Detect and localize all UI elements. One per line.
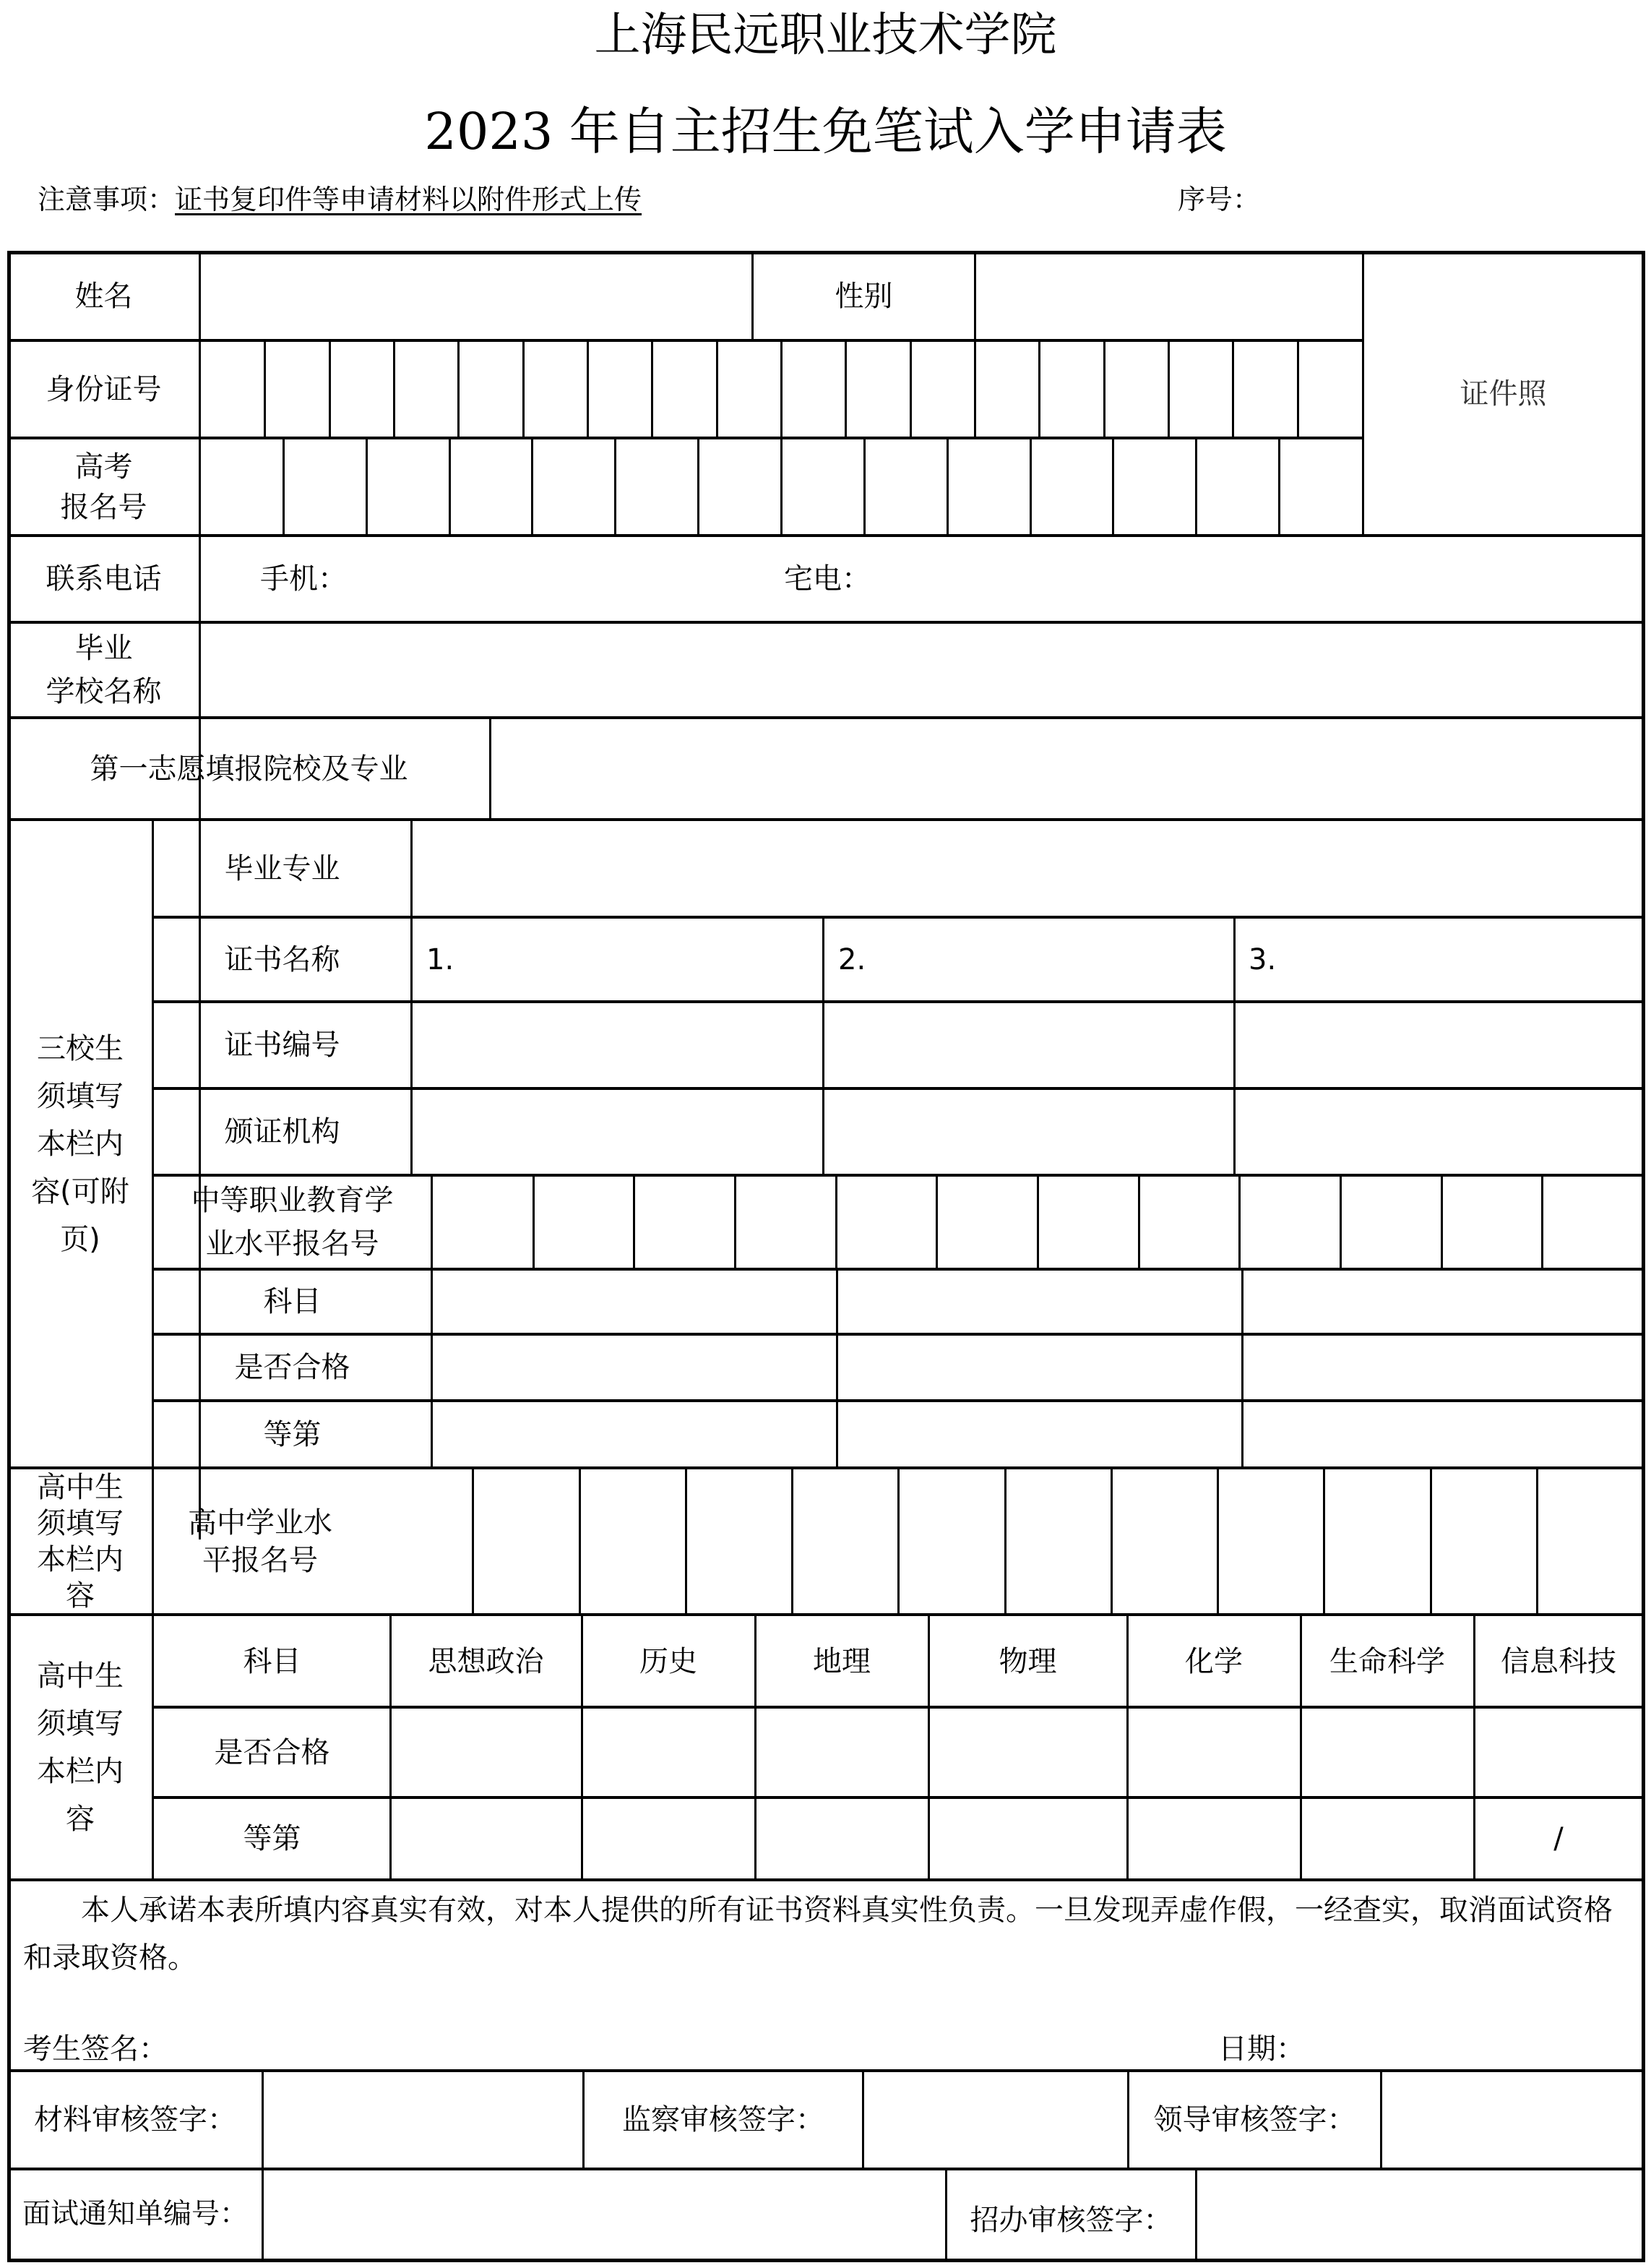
voc-subject-3[interactable] xyxy=(1243,1270,1642,1333)
voc-reg-digit-box[interactable] xyxy=(735,1176,836,1268)
hs-pass-field[interactable] xyxy=(928,1707,1127,1797)
divider xyxy=(1168,341,1170,437)
voc-reg-digit-box[interactable] xyxy=(836,1176,937,1268)
voc-reg-digit-box[interactable] xyxy=(1139,1176,1240,1268)
divider xyxy=(1138,1176,1140,1268)
cert-no-1[interactable] xyxy=(413,1002,821,1088)
id-digit-box[interactable] xyxy=(200,341,264,437)
divider xyxy=(1340,1176,1342,1268)
school-name: 上海民远职业技术学院 xyxy=(594,9,1057,62)
id-label: 身份证号 xyxy=(46,372,162,406)
notice-text: 证书复印件等申请材料以附件形式上传 xyxy=(175,184,642,215)
divider xyxy=(472,1469,474,1614)
cert-name-1[interactable]: 1. xyxy=(426,942,454,976)
exam-reg-digit-box[interactable] xyxy=(283,439,366,535)
divider xyxy=(1297,341,1299,437)
divider xyxy=(936,1176,938,1268)
id-digit-box[interactable] xyxy=(1233,341,1297,437)
voc-pass-3[interactable] xyxy=(1243,1335,1642,1400)
divider xyxy=(531,439,533,535)
voc-reg-digit-box[interactable] xyxy=(432,1176,533,1268)
school-label-line1: 毕业 xyxy=(74,632,133,665)
divider xyxy=(910,341,912,437)
divider xyxy=(947,439,949,535)
divider xyxy=(1037,1176,1039,1268)
hs-grade-field[interactable] xyxy=(1127,1797,1301,1879)
notice-label: 注意事项： xyxy=(38,184,176,215)
divider xyxy=(791,1469,793,1614)
hs-reg-digit-box[interactable] xyxy=(898,1469,1004,1614)
admissions-review-label: 招办审核签字： xyxy=(970,2204,1173,2237)
hs-reg-digit-box[interactable] xyxy=(792,1469,898,1614)
pledge-text: 本人承诺本表所填内容真实有效，对本人提供的所有证书资料真实性负责。一旦发现弄虚作假，一经查实，取消面试资格和录取资格。 xyxy=(23,1894,1613,1975)
voc-subject-label: 科目 xyxy=(263,1285,322,1318)
hs-pass-field[interactable] xyxy=(1474,1707,1643,1797)
leader-review-field[interactable] xyxy=(1382,2071,1642,2168)
divider xyxy=(1323,1469,1325,1614)
signature-label: 考生签名： xyxy=(23,2032,168,2066)
hs-pass-field[interactable] xyxy=(755,1707,928,1797)
hs-subject-name: 化学 xyxy=(1185,1644,1243,1678)
id-digit-box[interactable] xyxy=(845,341,910,437)
notice xyxy=(38,179,642,220)
hs-reg-digit-box[interactable] xyxy=(686,1469,792,1614)
exam-reg-digit-box[interactable] xyxy=(449,439,533,535)
hs-subject-name: 地理 xyxy=(813,1644,871,1678)
section-label-line: 高中生 xyxy=(37,1659,124,1693)
hs-grade-field[interactable] xyxy=(390,1797,582,1879)
hs-subject-name: 信息科技 xyxy=(1501,1644,1616,1678)
date-label: 日期： xyxy=(1218,2032,1305,2066)
section-label-line: 容(可附 xyxy=(31,1174,129,1208)
id-digit-box[interactable] xyxy=(1104,341,1168,437)
phone-label: 联系电话 xyxy=(46,562,162,596)
exam-reg-digit-box[interactable] xyxy=(781,439,864,535)
cert-no-2[interactable] xyxy=(824,1002,1233,1088)
divider xyxy=(734,1176,736,1268)
exam-reg-digit-box[interactable] xyxy=(1279,439,1362,535)
divider xyxy=(1217,1469,1219,1614)
hs-subject-name: 思想政治 xyxy=(428,1644,544,1678)
hs-grade-field[interactable] xyxy=(928,1797,1127,1879)
exam-reg-digit-box[interactable] xyxy=(864,439,947,535)
supervision-review-label: 监察审核签字： xyxy=(622,2103,824,2136)
vocational-section-label xyxy=(9,820,152,1467)
hs-pass-field[interactable] xyxy=(390,1707,582,1797)
issuer-2[interactable] xyxy=(824,1089,1233,1174)
id-digit-box[interactable] xyxy=(717,341,781,437)
hs-reg-label-line2: 平报名号 xyxy=(202,1543,318,1577)
id-digit-box[interactable] xyxy=(1039,341,1103,437)
voc-reg-digit-box[interactable] xyxy=(1038,1176,1139,1268)
divider xyxy=(283,439,285,535)
section-label-line: 须填写 xyxy=(37,1079,124,1113)
school-label-line2: 学校名称 xyxy=(46,675,162,708)
voc-pass-label: 是否合格 xyxy=(234,1351,350,1384)
exam-reg-digit-box[interactable] xyxy=(947,439,1030,535)
voc-reg-digit-box[interactable] xyxy=(936,1176,1038,1268)
section-label-line: 容 xyxy=(66,1578,95,1612)
hs-pass-label: 是否合格 xyxy=(214,1735,330,1769)
voc-reg-label-line2: 业水平报名号 xyxy=(205,1227,379,1260)
section-label-line: 三校生 xyxy=(37,1031,124,1065)
signature-field[interactable] xyxy=(173,2024,1185,2067)
exam-reg-label-line2: 报名号 xyxy=(60,490,147,524)
cert-no-3[interactable] xyxy=(1236,1002,1642,1088)
date-field[interactable] xyxy=(1301,2024,1633,2067)
exam-reg-digit-box[interactable] xyxy=(615,439,698,535)
id-digit-box[interactable] xyxy=(652,341,716,437)
divider xyxy=(863,439,866,535)
voc-reg-digit-box[interactable] xyxy=(1239,1176,1340,1268)
divider xyxy=(845,341,847,437)
divider xyxy=(366,439,368,535)
voc-reg-digit-box[interactable] xyxy=(533,1176,634,1268)
issuer-1[interactable] xyxy=(413,1089,821,1174)
id-digit-box[interactable] xyxy=(264,341,329,437)
hs-reg-digit-box[interactable] xyxy=(473,1469,579,1614)
gender-field[interactable] xyxy=(976,253,1362,340)
divider xyxy=(716,341,718,437)
hs-reg-digit-box[interactable] xyxy=(366,1469,473,1614)
exam-reg-digit-box[interactable] xyxy=(1113,439,1196,535)
section-label-line: 容 xyxy=(66,1802,95,1836)
id-digit-box[interactable] xyxy=(781,341,845,437)
divider xyxy=(1232,341,1234,437)
hs-reg-digit-box[interactable] xyxy=(579,1469,686,1614)
voc-reg-digit-box[interactable] xyxy=(1542,1176,1643,1268)
mobile-field[interactable] xyxy=(434,542,723,614)
divider xyxy=(1541,1176,1543,1268)
divider xyxy=(614,439,616,535)
hs-pass-field[interactable] xyxy=(582,1707,755,1797)
school-label xyxy=(9,623,199,717)
home-phone-label: 宅电： xyxy=(784,562,871,596)
hs-reg-digit-box[interactable] xyxy=(1111,1469,1217,1614)
divider xyxy=(579,1469,581,1614)
section-label-line: 高中生 xyxy=(37,1470,124,1504)
divider xyxy=(1195,439,1197,535)
divider xyxy=(780,341,783,437)
divider xyxy=(697,439,699,535)
voc-grade-2[interactable] xyxy=(838,1401,1240,1467)
hs-pass-field[interactable] xyxy=(1301,1707,1474,1797)
supervision-review-field[interactable] xyxy=(864,2071,1127,2168)
id-digit-box[interactable] xyxy=(1298,341,1362,437)
hs-subject-name: 历史 xyxy=(639,1644,697,1678)
first-choice-label: 第一志愿填报院校及专业 xyxy=(90,752,408,786)
exam-reg-digit-box[interactable] xyxy=(532,439,615,535)
cert-name-label: 证书名称 xyxy=(224,942,340,976)
divider xyxy=(587,341,589,437)
interview-no-label: 面试通知单编号： xyxy=(22,2198,248,2230)
hs-reg-digit-box[interactable] xyxy=(1324,1469,1430,1614)
divider xyxy=(522,341,525,437)
divider xyxy=(1112,439,1114,535)
name-field[interactable] xyxy=(201,253,751,340)
divider xyxy=(329,341,331,437)
form-title: 2023 年自主招生免笔试入学申请表 xyxy=(424,102,1227,161)
mobile-label: 手机： xyxy=(260,562,347,596)
school-field[interactable] xyxy=(201,623,1642,717)
issuer-label: 颁证机构 xyxy=(224,1115,340,1148)
id-digit-box[interactable] xyxy=(329,341,394,437)
hs-reg-digit-box[interactable] xyxy=(1217,1469,1324,1614)
serial-number-label: 序号： xyxy=(1178,184,1261,215)
id-digit-box[interactable] xyxy=(1168,341,1233,437)
divider xyxy=(457,341,460,437)
exam-reg-digit-box[interactable] xyxy=(200,439,283,535)
hs-grade-field[interactable] xyxy=(582,1797,755,1879)
section-label-line: 本栏内 xyxy=(37,1754,124,1788)
material-review-label: 材料审核签字： xyxy=(34,2103,236,2136)
exam-reg-label xyxy=(9,439,199,535)
hs-grade-field[interactable] xyxy=(1301,1797,1474,1879)
hs-subject-name: 生命科学 xyxy=(1329,1644,1445,1678)
major-label: 毕业专业 xyxy=(224,851,340,885)
id-digit-box[interactable] xyxy=(587,341,652,437)
divider xyxy=(1441,1176,1443,1268)
voc-reg-digit-box[interactable] xyxy=(1340,1176,1441,1268)
divider xyxy=(533,1176,535,1268)
exam-reg-label-line1: 高考 xyxy=(74,450,133,484)
divider xyxy=(685,1469,687,1614)
divider xyxy=(780,439,783,535)
voc-subject-2[interactable] xyxy=(838,1270,1240,1333)
hs-grade-label: 等第 xyxy=(243,1821,301,1855)
divider xyxy=(835,1176,837,1268)
hs-subject-name: 物理 xyxy=(999,1644,1057,1678)
id-digit-box[interactable] xyxy=(394,341,458,437)
hs-pass-field[interactable] xyxy=(1127,1707,1301,1797)
highschool-reg-label xyxy=(154,1469,366,1614)
hs-reg-label-line1: 高中学业水 xyxy=(188,1505,332,1539)
divider xyxy=(974,341,976,437)
hs-reg-digit-box[interactable] xyxy=(1537,1469,1643,1614)
interview-no-field[interactable] xyxy=(264,2170,945,2259)
section-label-line: 须填写 xyxy=(37,1506,124,1540)
exam-reg-digit-box[interactable] xyxy=(1030,439,1113,535)
exam-reg-digit-box[interactable] xyxy=(1196,439,1279,535)
name-label: 姓名 xyxy=(74,280,133,313)
hs-reg-digit-box[interactable] xyxy=(1005,1469,1111,1614)
divider xyxy=(1278,439,1280,535)
divider xyxy=(1536,1469,1538,1614)
hs-reg-digit-box[interactable] xyxy=(1431,1469,1537,1614)
voc-reg-digit-box[interactable] xyxy=(634,1176,735,1268)
voc-reg-digit-box[interactable] xyxy=(1441,1176,1543,1268)
divider xyxy=(1430,1469,1432,1614)
first-choice-field[interactable] xyxy=(491,718,1642,819)
leader-review-label: 领导审核签字： xyxy=(1153,2103,1356,2136)
divider xyxy=(9,1878,1644,1881)
divider xyxy=(651,341,653,437)
divider xyxy=(1111,1469,1113,1614)
issuer-3[interactable] xyxy=(1236,1089,1642,1174)
exam-reg-digit-box[interactable] xyxy=(698,439,781,535)
highschool-subjects-section-label xyxy=(9,1615,152,1879)
divider xyxy=(1238,1176,1241,1268)
id-digit-box[interactable] xyxy=(975,341,1039,437)
voc-grade-label: 等第 xyxy=(263,1417,322,1451)
voc-reg-label-line1: 中等职业教育学 xyxy=(191,1184,394,1217)
highschool-reg-section-label xyxy=(9,1469,152,1614)
divider xyxy=(264,341,266,437)
section-label-line: 须填写 xyxy=(37,1706,124,1740)
divider xyxy=(1004,1469,1006,1614)
divider xyxy=(1030,439,1032,535)
exam-reg-digit-box[interactable] xyxy=(366,439,449,535)
cert-no-label: 证书编号 xyxy=(224,1028,340,1062)
section-label-line: 本栏内 xyxy=(37,1127,124,1161)
voc-reg-label xyxy=(154,1176,431,1268)
id-digit-box[interactable] xyxy=(523,341,587,437)
voc-pass-2[interactable] xyxy=(838,1335,1240,1400)
photo-box[interactable]: 证件照 xyxy=(1460,377,1547,411)
divider xyxy=(897,1469,900,1614)
voc-grade-1[interactable] xyxy=(433,1401,835,1467)
hs-grade-field[interactable]: / xyxy=(1553,1821,1564,1855)
cert-name-3[interactable]: 3. xyxy=(1249,942,1277,976)
material-review-field[interactable] xyxy=(264,2071,582,2168)
divider xyxy=(633,1176,635,1268)
id-digit-box[interactable] xyxy=(458,341,522,437)
voc-subject-1[interactable] xyxy=(433,1270,835,1333)
cert-name-2[interactable]: 2. xyxy=(838,942,866,976)
divider xyxy=(1038,341,1040,437)
home-phone-field[interactable] xyxy=(932,542,1582,614)
admissions-review-field[interactable] xyxy=(1197,2170,1642,2259)
major-field[interactable] xyxy=(413,820,1642,916)
section-label-line: 本栏内 xyxy=(37,1542,124,1576)
divider xyxy=(1103,341,1105,437)
voc-grade-3[interactable] xyxy=(1243,1401,1642,1467)
divider xyxy=(393,341,395,437)
voc-pass-1[interactable] xyxy=(433,1335,835,1400)
gender-label: 性别 xyxy=(835,280,893,313)
id-digit-box[interactable] xyxy=(910,341,975,437)
hs-subject-label: 科目 xyxy=(243,1644,301,1678)
divider xyxy=(449,439,451,535)
section-label-line: 页) xyxy=(60,1222,100,1256)
hs-grade-field[interactable] xyxy=(755,1797,928,1879)
